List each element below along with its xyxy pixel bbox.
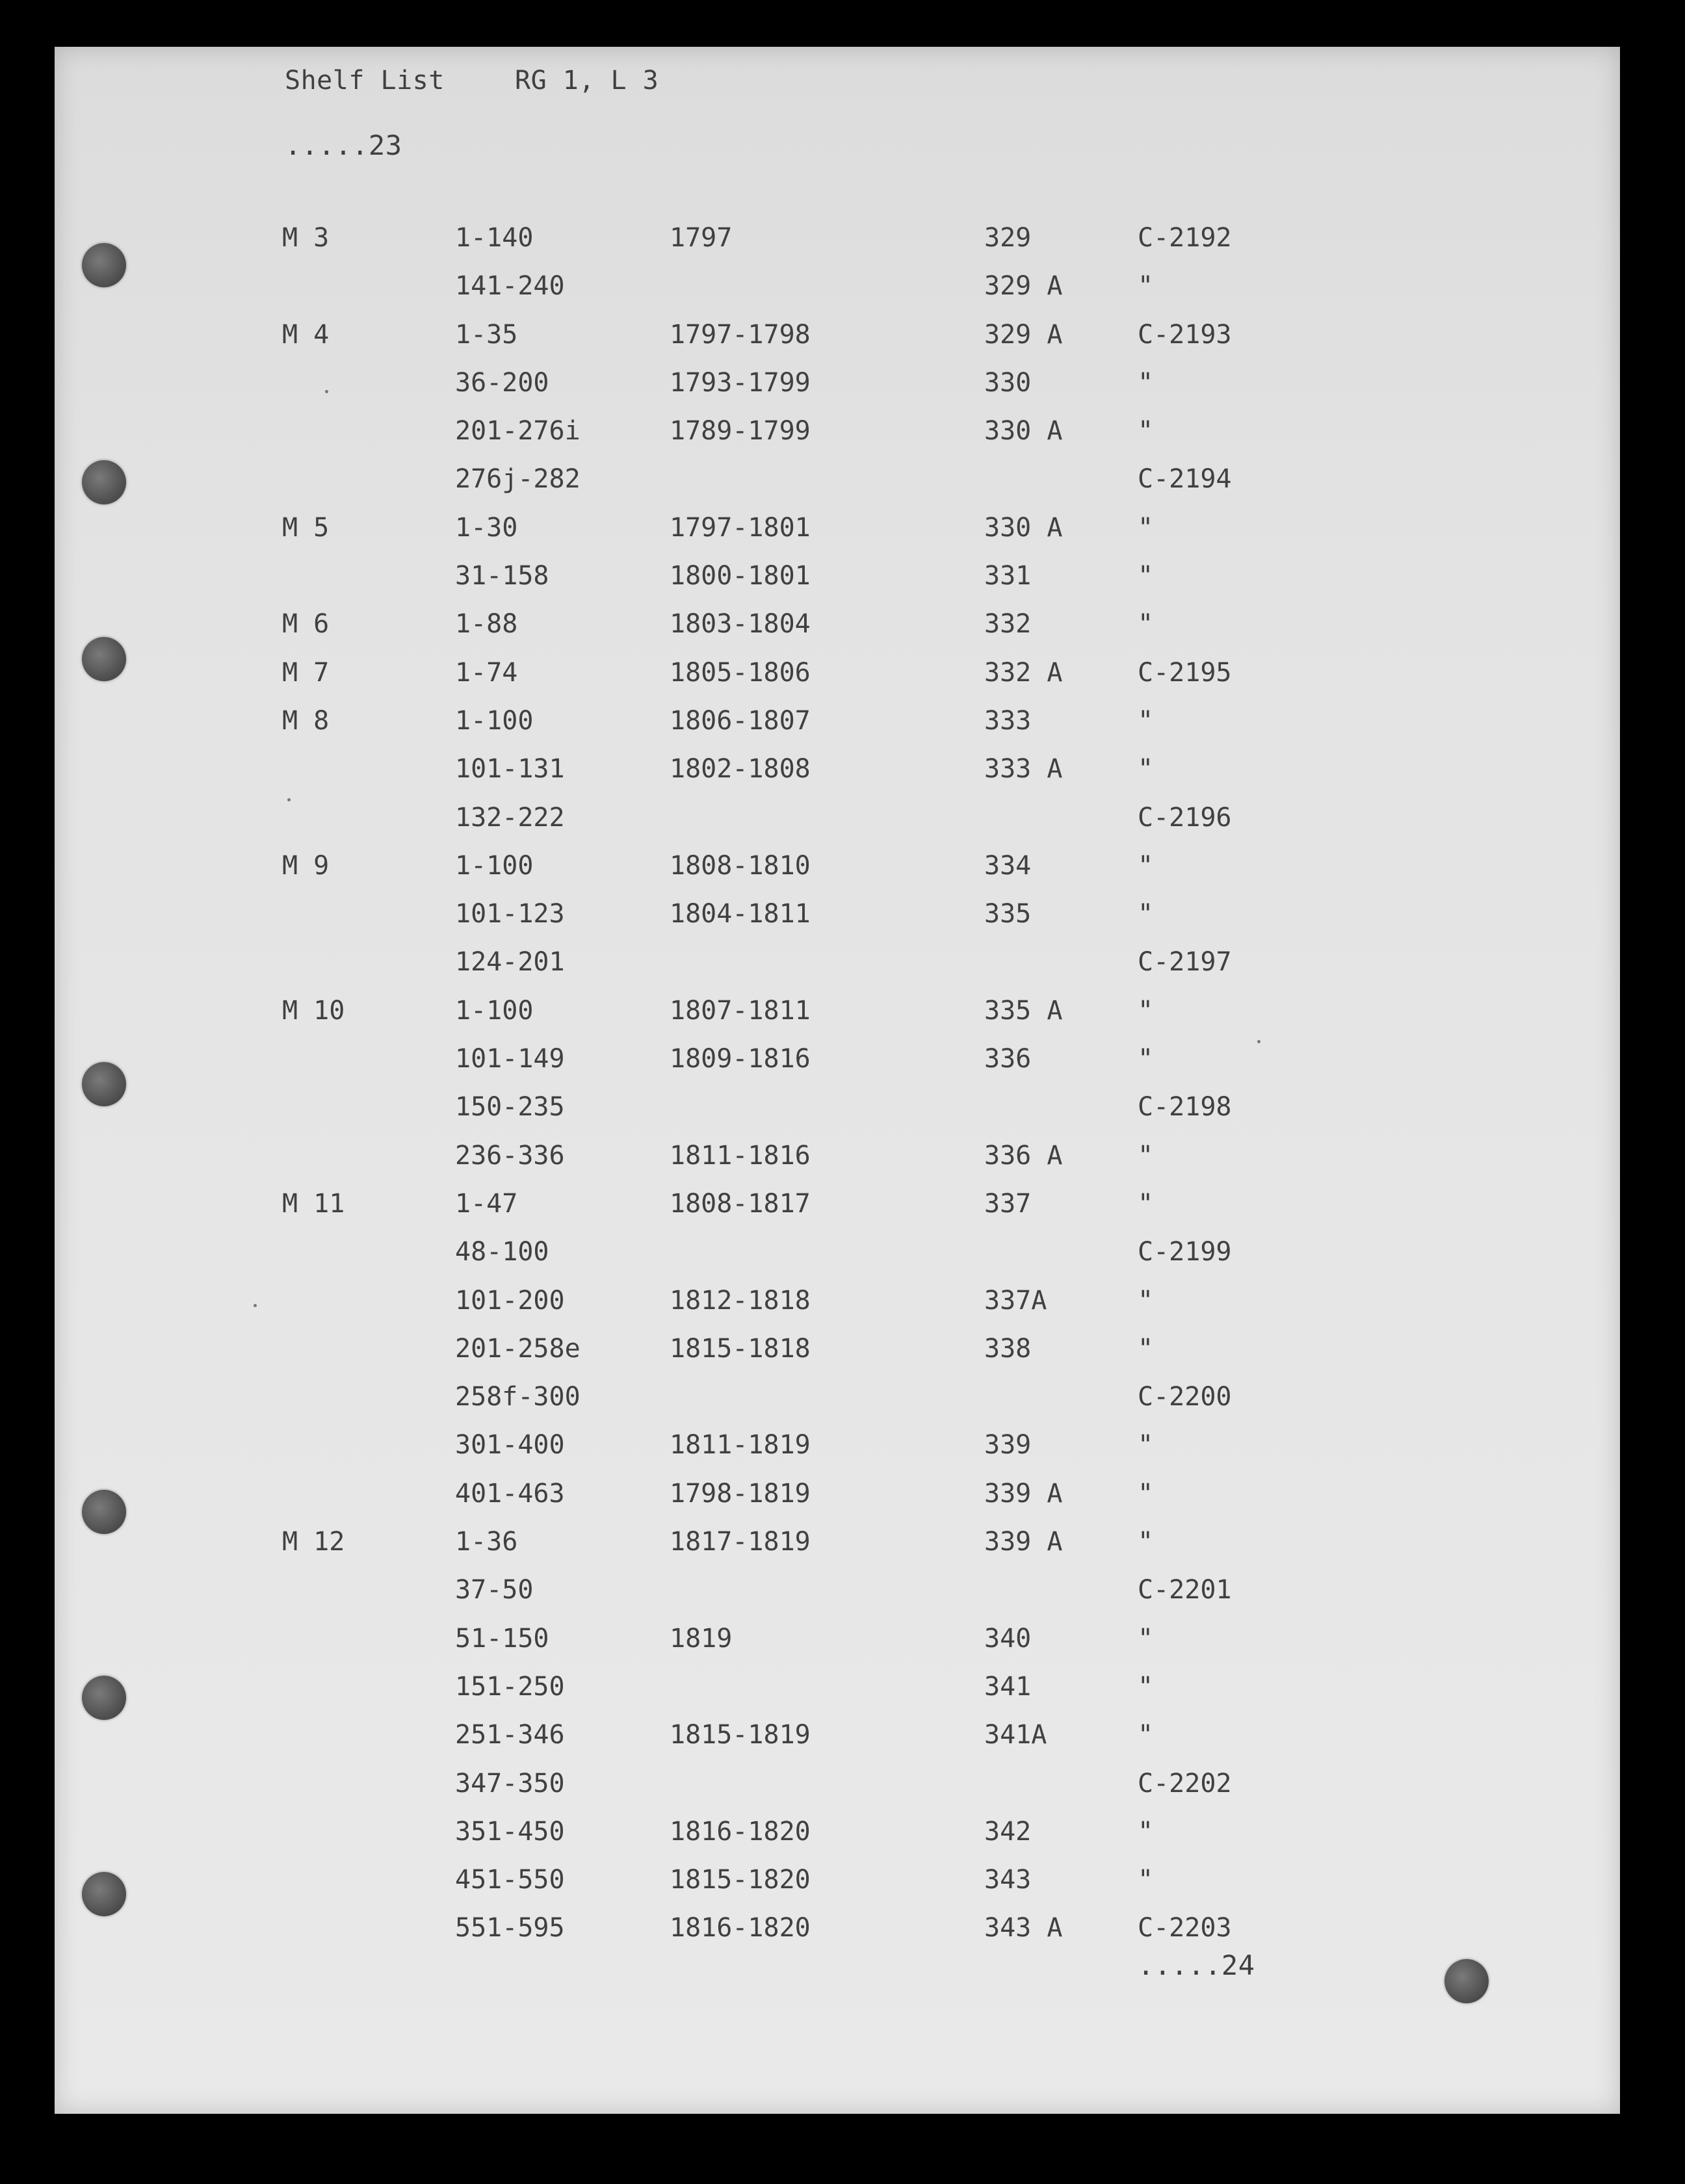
reel-number-cell: " [1138, 1044, 1154, 1074]
series-cell: M 4 [282, 319, 330, 350]
item-range-cell: 31-158 [455, 561, 549, 592]
stray-mark [1257, 1040, 1260, 1043]
item-range-cell: 36-200 [455, 367, 549, 398]
reel-number-cell: " [1138, 1527, 1154, 1557]
box-number-cell: 331 [984, 561, 1032, 592]
item-range-cell: 1-100 [455, 705, 534, 736]
date-range-cell: 1800-1801 [670, 561, 811, 592]
box-number-cell: 335 [984, 899, 1032, 930]
date-range-cell: 1807-1811 [670, 995, 811, 1026]
shelf-list-table [55, 222, 1620, 1961]
punch-hole [82, 1676, 126, 1720]
box-number-cell: 341 [984, 1671, 1032, 1702]
punch-hole [82, 460, 126, 504]
reel-number-cell: C-2192 [1138, 223, 1232, 253]
date-range-cell: 1805-1806 [670, 657, 811, 688]
date-range-cell: 1808-1817 [670, 1188, 811, 1219]
item-range-cell: 276j-282 [455, 464, 581, 495]
item-range-cell: 351-450 [455, 1816, 565, 1847]
box-number-cell: 336 [984, 1044, 1032, 1074]
table-row [55, 512, 1620, 560]
table-row [55, 1912, 1620, 1960]
box-number-cell: 339 [984, 1430, 1032, 1461]
item-range-cell: 347-350 [455, 1768, 565, 1799]
box-number-cell: 330 A [984, 416, 1063, 447]
table-row [55, 1526, 1620, 1574]
box-number-cell: 342 [984, 1816, 1032, 1847]
date-range-cell: 1789-1799 [670, 416, 811, 447]
date-range-cell: 1815-1819 [670, 1720, 811, 1750]
table-row [55, 753, 1620, 801]
date-range-cell: 1808-1810 [670, 850, 811, 881]
item-range-cell: 1-100 [455, 850, 534, 881]
box-number-cell: 341A [984, 1720, 1047, 1750]
box-number-cell: 330 [984, 367, 1032, 398]
series-cell: M 5 [282, 512, 330, 543]
record-group-reference: RG 1, L 3 [515, 66, 659, 96]
box-number-cell: 334 [984, 850, 1032, 881]
table-row [55, 1864, 1620, 1912]
series-cell: M 7 [282, 657, 330, 688]
box-number-cell: 339 A [984, 1478, 1063, 1509]
reel-number-cell: " [1138, 609, 1154, 640]
table-row [55, 898, 1620, 946]
date-range-cell: 1797-1801 [670, 512, 811, 543]
item-range-cell: 101-149 [455, 1044, 565, 1074]
stray-mark [325, 390, 328, 393]
item-range-cell: 258f-300 [455, 1382, 581, 1412]
series-cell: M 6 [282, 609, 330, 640]
table-row [55, 1236, 1620, 1284]
table-row [55, 319, 1620, 367]
date-range-cell: 1816-1820 [670, 1816, 811, 1847]
table-row [55, 802, 1620, 850]
series-cell: M 10 [282, 995, 345, 1026]
reel-number-cell: C-2200 [1138, 1382, 1232, 1412]
reel-number-cell: " [1138, 1285, 1154, 1316]
item-range-cell: 1-36 [455, 1527, 518, 1557]
table-row [55, 1816, 1620, 1864]
punch-hole [82, 1490, 126, 1534]
item-range-cell: 236-336 [455, 1140, 565, 1171]
reel-number-cell: " [1138, 416, 1154, 447]
series-cell: M 8 [282, 705, 330, 736]
reel-number-cell: " [1138, 850, 1154, 881]
table-row [55, 1429, 1620, 1477]
reel-number-cell: " [1138, 1865, 1154, 1895]
item-range-cell: 451-550 [455, 1865, 565, 1895]
reel-number-cell: C-2194 [1138, 464, 1232, 495]
box-number-cell: 340 [984, 1623, 1032, 1654]
continued-from-marker: .....23 [285, 129, 402, 161]
table-row [55, 270, 1620, 318]
reel-number-cell: " [1138, 1333, 1154, 1364]
table-row [55, 1140, 1620, 1188]
table-row [55, 1671, 1620, 1719]
item-range-cell: 401-463 [455, 1478, 565, 1509]
series-cell: M 9 [282, 850, 330, 881]
table-row [55, 1381, 1620, 1429]
date-range-cell: 1793-1799 [670, 367, 811, 398]
item-range-cell: 251-346 [455, 1720, 565, 1750]
table-row [55, 1188, 1620, 1236]
reel-number-cell: " [1138, 1623, 1154, 1654]
box-number-cell: 335 A [984, 995, 1063, 1026]
box-number-cell: 329 A [984, 271, 1063, 302]
page-title: Shelf List [285, 66, 445, 96]
date-range-cell: 1798-1819 [670, 1478, 811, 1509]
series-cell: M 12 [282, 1527, 345, 1557]
item-range-cell: 1-35 [455, 319, 518, 350]
punch-hole [82, 243, 126, 287]
date-range-cell: 1815-1818 [670, 1333, 811, 1364]
date-range-cell: 1815-1820 [670, 1865, 811, 1895]
item-range-cell: 1-88 [455, 609, 518, 640]
item-range-cell: 201-276i [455, 416, 581, 447]
reel-number-cell: " [1138, 1140, 1154, 1171]
reel-number-cell: C-2196 [1138, 802, 1232, 833]
box-number-cell: 332 [984, 609, 1032, 640]
item-range-cell: 1-47 [455, 1188, 518, 1219]
box-number-cell: 329 [984, 223, 1032, 253]
series-cell: M 3 [282, 223, 330, 253]
reel-number-cell: " [1138, 1671, 1154, 1702]
date-range-cell: 1819 [670, 1623, 733, 1654]
date-range-cell: 1802-1808 [670, 754, 811, 785]
table-row [55, 1719, 1620, 1767]
date-range-cell: 1811-1819 [670, 1430, 811, 1461]
reel-number-cell: C-2201 [1138, 1575, 1232, 1606]
date-range-cell: 1817-1819 [670, 1527, 811, 1557]
reel-number-cell: " [1138, 1430, 1154, 1461]
table-row [55, 995, 1620, 1043]
table-row [55, 415, 1620, 463]
table-row [55, 705, 1620, 753]
item-range-cell: 51-150 [455, 1623, 549, 1654]
date-range-cell: 1797-1798 [670, 319, 811, 350]
item-range-cell: 150-235 [455, 1092, 565, 1123]
table-row [55, 222, 1620, 270]
item-range-cell: 1-74 [455, 657, 518, 688]
item-range-cell: 101-131 [455, 754, 565, 785]
date-range-cell: 1806-1807 [670, 705, 811, 736]
reel-number-cell: " [1138, 271, 1154, 302]
table-row [55, 1623, 1620, 1671]
reel-number-cell: C-2197 [1138, 947, 1232, 978]
item-range-cell: 101-123 [455, 899, 565, 930]
punch-hole [82, 637, 126, 681]
item-range-cell: 124-201 [455, 947, 565, 978]
punch-hole [82, 1062, 126, 1106]
date-range-cell: 1797 [670, 223, 733, 253]
reel-number-cell: " [1138, 512, 1154, 543]
box-number-cell: 343 [984, 1865, 1032, 1895]
item-range-cell: 201-258e [455, 1333, 581, 1364]
date-range-cell: 1816-1820 [670, 1913, 811, 1944]
reel-number-cell: " [1138, 754, 1154, 785]
continued-to-marker: .....24 [1138, 1949, 1255, 1981]
table-row [55, 1285, 1620, 1333]
table-row [55, 850, 1620, 898]
reel-number-cell: " [1138, 367, 1154, 398]
date-range-cell: 1804-1811 [670, 899, 811, 930]
table-row [55, 560, 1620, 608]
item-range-cell: 101-200 [455, 1285, 565, 1316]
item-range-cell: 1-100 [455, 995, 534, 1026]
stray-mark [287, 798, 291, 801]
date-range-cell: 1809-1816 [670, 1044, 811, 1074]
table-row [55, 1768, 1620, 1816]
reel-number-cell: C-2199 [1138, 1237, 1232, 1268]
table-row [55, 1333, 1620, 1381]
reel-number-cell: " [1138, 561, 1154, 592]
punch-hole [82, 1872, 126, 1916]
item-range-cell: 1-140 [455, 223, 534, 253]
reel-number-cell: " [1138, 899, 1154, 930]
box-number-cell: 333 A [984, 754, 1063, 785]
date-range-cell: 1811-1816 [670, 1140, 811, 1171]
box-number-cell: 343 A [984, 1913, 1063, 1944]
box-number-cell: 336 A [984, 1140, 1063, 1171]
reel-number-cell: C-2193 [1138, 319, 1232, 350]
table-row [55, 367, 1620, 415]
date-range-cell: 1803-1804 [670, 609, 811, 640]
document-page [55, 47, 1620, 2114]
box-number-cell: 333 [984, 705, 1032, 736]
reel-number-cell: C-2203 [1138, 1913, 1232, 1944]
box-number-cell: 330 A [984, 512, 1063, 543]
box-number-cell: 337 [984, 1188, 1032, 1219]
reel-number-cell: " [1138, 1720, 1154, 1750]
item-range-cell: 141-240 [455, 271, 565, 302]
item-range-cell: 37-50 [455, 1575, 534, 1606]
item-range-cell: 132-222 [455, 802, 565, 833]
series-cell: M 11 [282, 1188, 345, 1219]
reel-number-cell: " [1138, 705, 1154, 736]
reel-number-cell: " [1138, 1478, 1154, 1509]
table-row [55, 463, 1620, 512]
reel-number-cell: C-2202 [1138, 1768, 1232, 1799]
box-number-cell: 339 A [984, 1527, 1063, 1557]
table-row [55, 946, 1620, 994]
box-number-cell: 329 A [984, 319, 1063, 350]
box-number-cell: 338 [984, 1333, 1032, 1364]
reel-number-cell: C-2198 [1138, 1092, 1232, 1123]
item-range-cell: 301-400 [455, 1430, 565, 1461]
table-row [55, 608, 1620, 656]
table-row [55, 1478, 1620, 1526]
punch-hole [1444, 1959, 1489, 2003]
item-range-cell: 1-30 [455, 512, 518, 543]
reel-number-cell: " [1138, 1188, 1154, 1219]
date-range-cell: 1812-1818 [670, 1285, 811, 1316]
item-range-cell: 151-250 [455, 1671, 565, 1702]
table-row [55, 657, 1620, 705]
item-range-cell: 48-100 [455, 1237, 549, 1268]
box-number-cell: 332 A [984, 657, 1063, 688]
table-row [55, 1091, 1620, 1139]
reel-number-cell: " [1138, 995, 1154, 1026]
stray-mark [254, 1304, 257, 1307]
reel-number-cell: " [1138, 1816, 1154, 1847]
item-range-cell: 551-595 [455, 1913, 565, 1944]
table-row [55, 1043, 1620, 1091]
reel-number-cell: C-2195 [1138, 657, 1232, 688]
box-number-cell: 337A [984, 1285, 1047, 1316]
table-row [55, 1574, 1620, 1622]
